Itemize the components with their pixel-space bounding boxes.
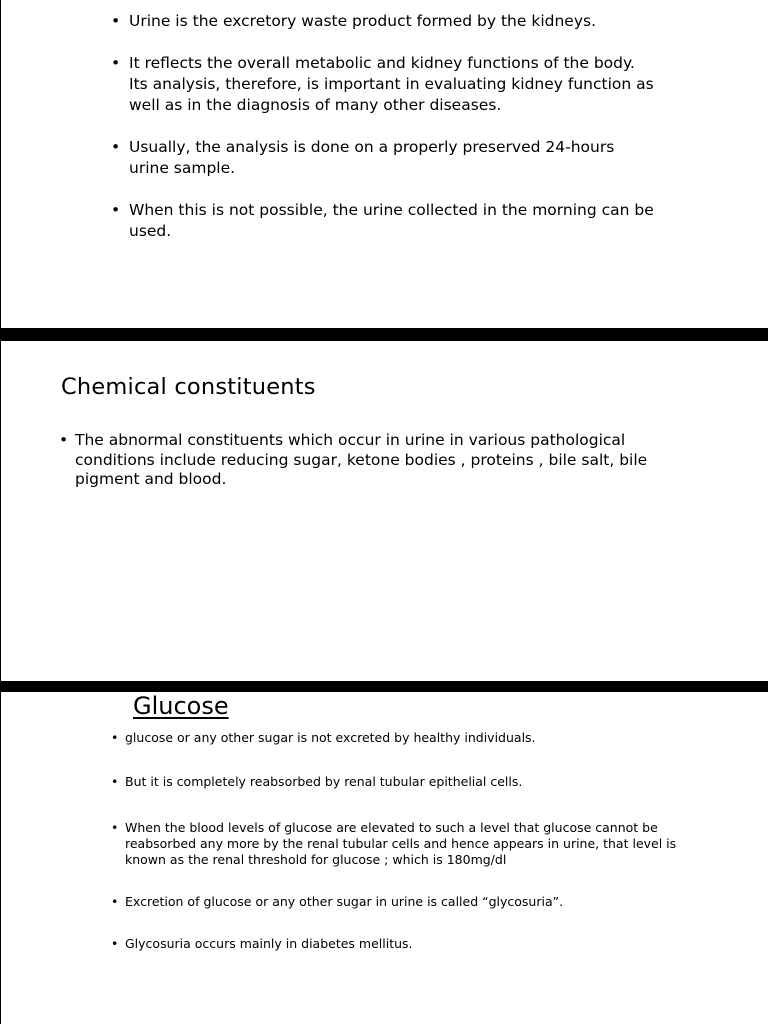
slide-chemical-constituents (0, 341, 768, 681)
bullet-list (59, 431, 679, 490)
bullet-list (111, 730, 681, 952)
bullet-item: • Glycosuria occurs mainly in diabetes mellitus. (111, 936, 681, 952)
bullet-item: • Usually, the analysis is done on a properly preserved 24-hours urine sample. (111, 137, 656, 179)
bullet-item: • When the blood levels of glucose are elevated to such a level that glucose cannot be reabsorbed any more by the renal tubular cells and hence appears in urine, that level is known as the renal threshold for glucose ; which is 180mg/dl (111, 820, 681, 868)
slide-separator (0, 328, 768, 341)
bullet-item: • It reflects the overall metabolic and kidney functions of the body. Its analysis, therefore, is important in evaluating kidney function as well as in the diagnosis of many other diseases. (111, 53, 656, 116)
bullet-item: • But it is completely reabsorbed by renal tubular epithelial cells. (111, 774, 681, 790)
slide-separator (0, 681, 768, 692)
slide-urine-intro (0, 0, 768, 328)
bullet-item: • glucose or any other sugar is not excreted by healthy individuals. (111, 730, 681, 746)
bullet-item: • When this is not possible, the urine collected in the morning can be used. (111, 200, 656, 242)
slide-title: Glucose (133, 692, 229, 720)
bullet-list (111, 11, 656, 263)
slide-title: Chemical constituents (61, 374, 316, 400)
bullet-item: • Urine is the excretory waste product formed by the kidneys. (111, 11, 656, 32)
slide-glucose (0, 692, 768, 1024)
bullet-item: • Excretion of glucose or any other sugar in urine is called “glycosuria”. (111, 894, 681, 910)
bullet-item: • The abnormal constituents which occur in urine in various pathological conditions include reducing sugar, ketone bodies , proteins , bile salt, bile pigment and blood. (59, 431, 679, 490)
